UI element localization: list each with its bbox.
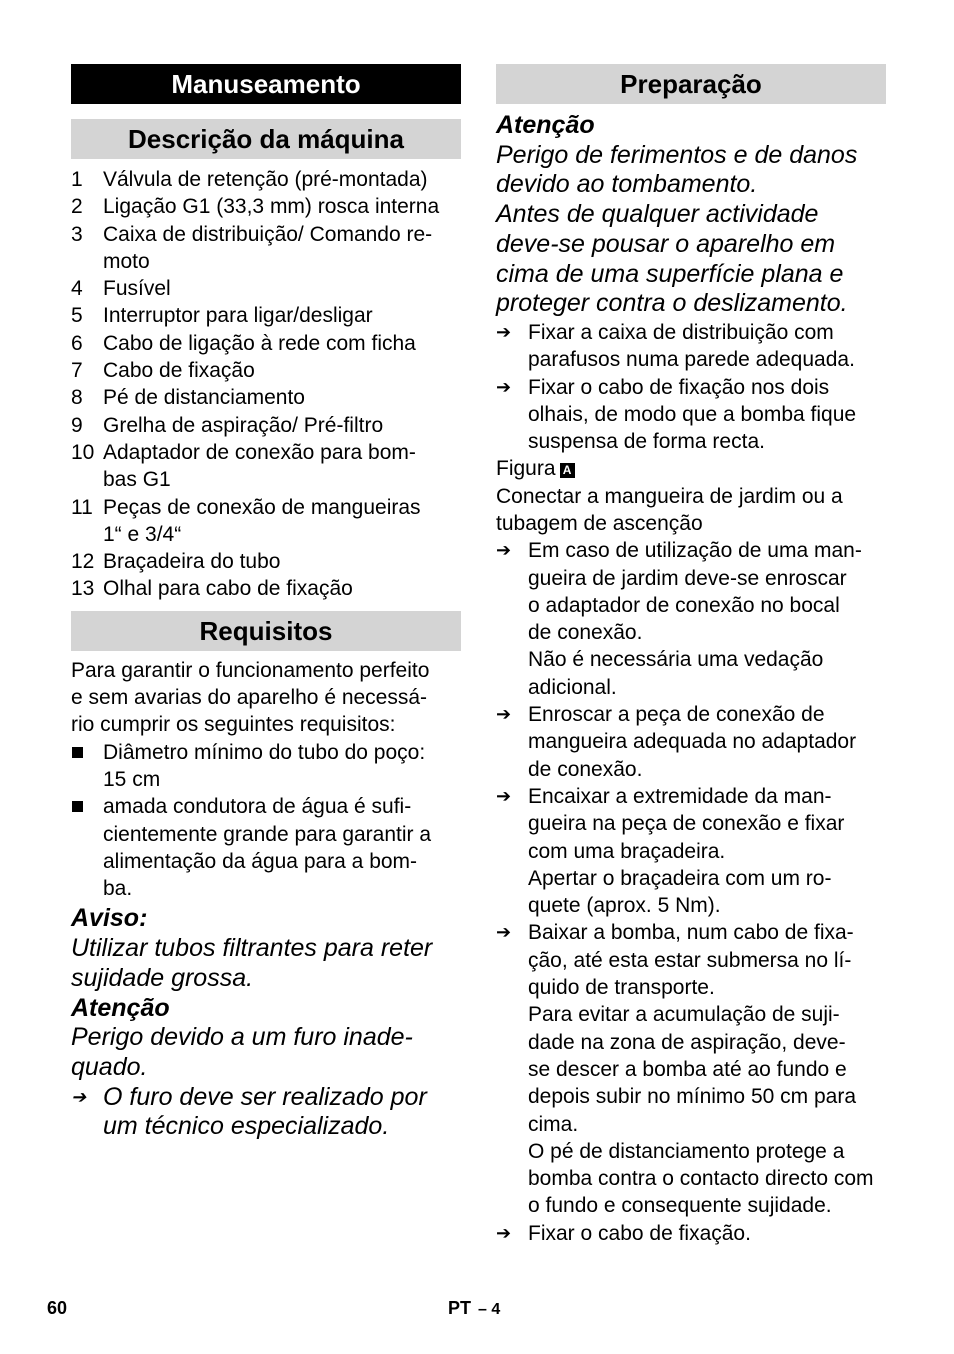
parts-list-item [71, 494, 461, 549]
text-line: quado. [71, 1052, 148, 1081]
warning-text [496, 141, 886, 319]
parts-list-item [71, 439, 461, 494]
arrow-right-icon: ➔ [496, 376, 512, 397]
text-line: Não é necessária uma vedação [528, 648, 824, 672]
parts-list-item [71, 221, 461, 276]
text-line: sujidade grossa. [71, 963, 254, 992]
text-line: Conectar a mangueira de jardim ou a [496, 484, 843, 508]
item-text [103, 193, 461, 220]
item-number: 7 [71, 359, 83, 383]
footer-lang: PT [448, 1298, 472, 1318]
item-text [103, 739, 461, 794]
section-title-descricao: Descrição da máquina [71, 119, 461, 159]
arrow-right-icon: ➔ [496, 1222, 512, 1243]
section-title-requisitos: Requisitos [71, 611, 461, 651]
step-item [496, 783, 886, 919]
text-line: gueira na peça de conexão e fixar [528, 812, 845, 836]
requirements-list [71, 739, 461, 903]
step-item [496, 374, 886, 456]
parts-list-item [71, 412, 461, 439]
item-text [103, 275, 461, 302]
text-line: dade na zona de aspiração, deve- [528, 1030, 846, 1054]
item-number: 11 [71, 495, 93, 519]
text-line: Para garantir o funcionamento perfeito [71, 658, 430, 682]
text-line: Olhal para cabo de fixação [103, 577, 353, 601]
parts-list-item [71, 575, 461, 602]
connect-text [496, 483, 886, 538]
text-line: o adaptador de conexão no bocal [528, 593, 840, 617]
requirements-intro [71, 657, 461, 739]
text-line: devido ao tombamento. [496, 170, 758, 199]
arrow-right-icon: ➔ [71, 1086, 87, 1107]
text-line: O pé de distanciamento protege a [528, 1139, 845, 1163]
text-line: se descer a bomba até ao fundo e [528, 1057, 847, 1081]
right-column [496, 64, 886, 1247]
warning-step-text [103, 1083, 461, 1142]
item-text [103, 330, 461, 357]
item-text [103, 384, 461, 411]
parts-list-item [71, 548, 461, 575]
text-line: Ligação G1 (33,3 mm) rosca interna [103, 195, 440, 219]
arrow-right-icon: ➔ [496, 704, 512, 725]
text-line: de conexão. [528, 757, 643, 781]
left-column [71, 64, 461, 1142]
arrow-right-icon: ➔ [496, 785, 512, 806]
item-text [528, 701, 886, 783]
text-line: cientemente grande para garantir a [103, 822, 432, 846]
requirement-item [71, 739, 461, 794]
requirement-item [71, 793, 461, 902]
parts-list-item [71, 330, 461, 357]
text-line: Adaptador de conexão para bom- [103, 440, 416, 464]
text-line: Diâmetro mínimo do tubo do poço: [103, 740, 426, 764]
text-line: moto [103, 249, 150, 273]
arrow-right-icon: ➔ [496, 922, 512, 943]
warning-label: Atenção [496, 111, 595, 139]
item-text [528, 374, 886, 456]
warning-steps [71, 1083, 461, 1142]
text-line: quido de transporte. [528, 976, 715, 1000]
step-item [496, 319, 886, 374]
text-line: Braçadeira do tubo [103, 550, 281, 574]
text-line: adicional. [528, 675, 617, 699]
arrow-right-icon: ➔ [496, 540, 512, 561]
text-line: O furo deve ser realizado por [103, 1082, 427, 1111]
connection-steps [496, 537, 886, 1247]
item-text [103, 793, 461, 902]
mounting-steps [496, 319, 886, 455]
parts-list-item [71, 384, 461, 411]
text-line: Cabo de fixação [103, 359, 255, 383]
section-title-manuseamento: Manuseamento [71, 64, 461, 104]
arrow-right-icon: ➔ [496, 321, 512, 342]
text-line: parafusos numa parede adequada. [528, 348, 855, 372]
text-line: ba. [103, 877, 133, 901]
black-square-icon [71, 739, 103, 794]
warning-step [71, 1083, 461, 1142]
parts-list-item [71, 302, 461, 329]
page-number: 60 [47, 1298, 68, 1318]
item-number: 5 [71, 304, 83, 328]
item-number: 4 [71, 277, 83, 301]
text-line: Em caso de utilização de uma man- [528, 539, 862, 563]
text-line: Para evitar a acumulação de suji- [528, 1003, 840, 1027]
text-line: Caixa de distribuição/ Comando re- [103, 222, 433, 246]
text-line: Fixar o cabo de fixação. [528, 1221, 751, 1245]
item-text [103, 494, 461, 549]
text-line: cima. [528, 1112, 579, 1136]
text-line: um técnico especializado. [103, 1112, 390, 1141]
item-number: 9 [71, 413, 83, 437]
notice-label: Aviso: [71, 904, 148, 933]
parts-list-item [71, 166, 461, 193]
item-text [528, 783, 886, 919]
text-line: bas G1 [103, 468, 171, 492]
item-number: 13 [71, 577, 95, 601]
item-text [528, 919, 886, 1219]
text-line: Cabo de ligação à rede com ficha [103, 331, 416, 355]
text-line: cima de uma superfície plana e [496, 259, 844, 288]
text-line: 1“ e 3/4“ [103, 522, 182, 546]
text-line: de conexão. [528, 621, 643, 645]
text-line: Perigo de ferimentos e de danos [496, 140, 858, 169]
text-line: bomba contra o contacto directo com [528, 1167, 874, 1191]
figure-a-icon: A [560, 463, 575, 478]
text-line: com uma braçadeira. [528, 839, 726, 863]
text-line: Utilizar tubos filtrantes para reter [71, 934, 433, 963]
item-number: 3 [71, 222, 83, 246]
parts-list [71, 166, 461, 603]
text-line: Válvula de retenção (pré-montada) [103, 168, 428, 191]
text-line: gueira de jardim deve-se enroscar [528, 566, 847, 590]
item-text [103, 575, 461, 602]
text-line: alimentação da água para a bom- [103, 849, 418, 873]
text-line: amada condutora de água é sufi- [103, 795, 412, 819]
item-text [103, 221, 461, 276]
item-number: 2 [71, 195, 83, 219]
text-line: suspensa de forma recta. [528, 430, 765, 454]
footer-language [448, 1298, 500, 1319]
text-line: Fixar o cabo de fixação nos dois [528, 375, 830, 399]
parts-list-item [71, 275, 461, 302]
text-line: Grelha de aspiração/ Pré-filtro [103, 413, 384, 437]
text-line: Fusível [103, 277, 171, 301]
text-line: Antes de qualquer actividade [496, 200, 819, 229]
text-line: deve-se pousar o aparelho em [496, 229, 836, 258]
text-line: depois subir no mínimo 50 cm para [528, 1085, 856, 1109]
text-line: ção, até esta estar submersa no lí- [528, 948, 852, 972]
item-number: 1 [71, 168, 83, 191]
item-text [528, 319, 886, 374]
warning-label: Atenção [71, 993, 170, 1022]
footer-lang-page: – 4 [478, 1301, 501, 1318]
text-line: Interruptor para ligar/desligar [103, 304, 373, 328]
item-text [103, 439, 461, 494]
item-text [103, 166, 461, 193]
text-line: proteger contra o deslizamento. [496, 289, 848, 318]
warning-text [71, 1023, 461, 1082]
item-number: 6 [71, 331, 83, 355]
text-line: Perigo devido a um furo inade- [71, 1023, 413, 1052]
figure-reference [496, 455, 886, 482]
step-item [496, 701, 886, 783]
text-line: 15 cm [103, 767, 161, 791]
item-text [103, 302, 461, 329]
text-line: olhais, de modo que a bomba fique [528, 402, 857, 426]
section-title-preparacao: Preparação [496, 64, 886, 104]
text-line: Fixar a caixa de distribuição com [528, 320, 834, 344]
text-line: Pé de distanciamento [103, 386, 305, 410]
figure-label: Figura [496, 457, 556, 481]
parts-list-item [71, 357, 461, 384]
step-item [496, 537, 886, 701]
item-text [528, 1220, 886, 1247]
text-line: Baixar a bomba, num cabo de fixa- [528, 921, 854, 945]
item-text [103, 412, 461, 439]
text-line: Enroscar a peça de conexão de [528, 703, 825, 727]
item-number: 12 [71, 550, 95, 574]
text-line: Apertar o braçadeira com um ro- [528, 866, 832, 890]
text-line: e sem avarias do aparelho é necessá- [71, 686, 428, 710]
item-number: 8 [71, 386, 83, 410]
text-line: rio cumprir os seguintes requisitos: [71, 713, 396, 737]
item-number: 10 [71, 440, 95, 464]
item-text [528, 537, 886, 701]
item-text [103, 548, 461, 575]
text-line: o fundo e consequente sujidade. [528, 1194, 832, 1218]
step-item [496, 919, 886, 1219]
text-line: quete (aprox. 5 Nm). [528, 894, 721, 918]
black-square-icon [71, 793, 103, 902]
step-item [496, 1220, 886, 1247]
text-line: Encaixar a extremidade da man- [528, 784, 832, 808]
text-line: Peças de conexão de mangueiras [103, 495, 421, 519]
text-line: mangueira adequada no adaptador [528, 730, 857, 754]
text-line: tubagem de ascenção [496, 512, 703, 535]
notice-text [71, 934, 461, 993]
parts-list-item [71, 193, 461, 220]
item-text [103, 357, 461, 384]
